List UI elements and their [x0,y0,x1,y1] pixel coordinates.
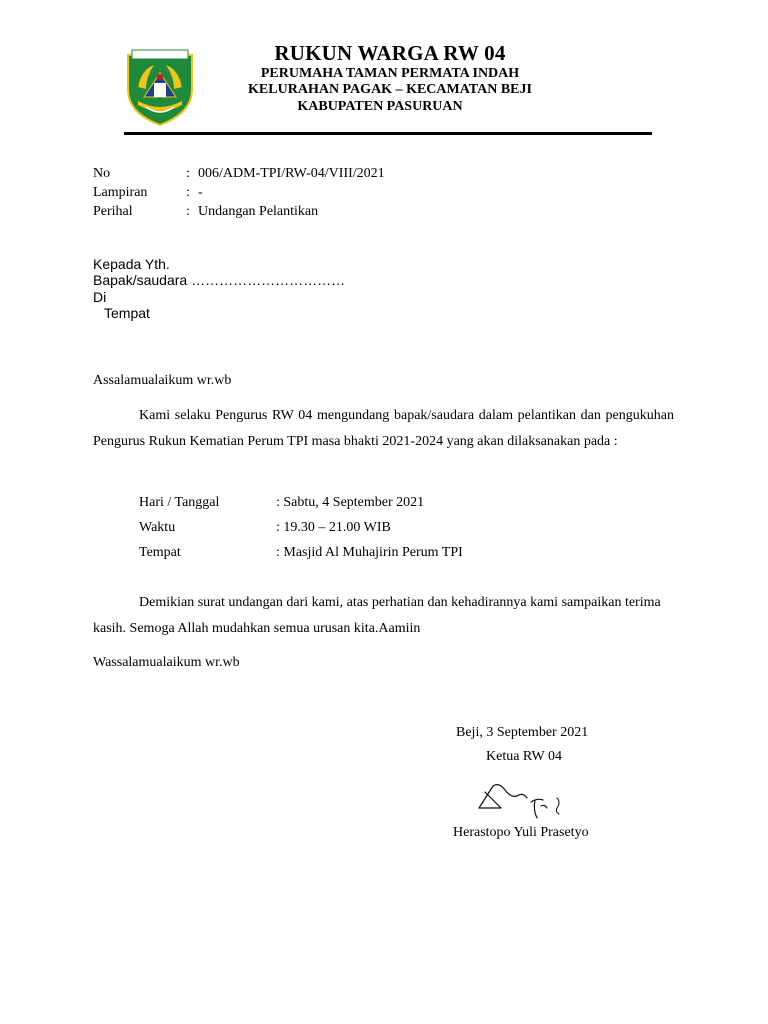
organization-title: RUKUN WARGA RW 04 [274,41,506,65]
closing-paragraph: Demikian surat undangan dari kami, atas perhatian dan kehadirannya kami sampaikan terima kasih. Semoga Allah mudahkan semua urusan kita.Aamiin [93,595,661,636]
meta-value: - [198,185,203,200]
invitation-paragraph: Kami selaku Pengurus RW 04 mengundang bapak/saudara dalam pelantikan dan pengukuhan Pengurus Rukun Kematian Perum TPI masa bhakti 2021-2024 yang akan dilaksanakan pada : [93,408,674,449]
detail-label: Tempat [139,545,181,560]
recipient-salutation: Kepada Yth. [93,256,170,272]
kabupaten-pasuruan-logo-icon [124,47,196,127]
detail-label: Waktu [139,520,176,535]
closing-greeting: Wassalamualaikum wr.wb [93,655,240,670]
detail-value: : Sabtu, 4 September 2021 [276,495,425,510]
meta-value: Undangan Pelantikan [198,204,319,219]
detail-time-row [139,519,391,537]
handwritten-signature-icon [471,778,581,822]
meta-label: Perihal [93,204,133,219]
recipient-di: Di [93,289,107,305]
letterhead-divider [124,132,652,135]
meta-value: 006/ADM-TPI/RW-04/VIII/2021 [198,166,385,181]
meta-label: Lampiran [93,185,148,200]
greeting: Assalamualaikum wr.wb [93,373,232,388]
detail-label: Hari / Tanggal [139,495,220,510]
meta-colon: : [186,166,190,181]
meta-colon: : [186,204,190,219]
kabupaten: KABUPATEN PASURUAN [297,99,463,114]
recipient-name: Bapak/saudara …………………………… [93,272,346,288]
housing-name: PERUMAHA TAMAN PERMATA INDAH [260,66,520,81]
detail-value: : Masjid Al Muhajirin Perum TPI [276,545,463,560]
recipient-place: Tempat [104,305,150,321]
signature-place-date: Beji, 3 September 2021 [456,725,589,740]
meta-colon: : [186,185,190,200]
signature-position: Ketua RW 04 [486,749,562,764]
detail-value: : 19.30 – 21.00 WIB [276,520,391,535]
letterhead [200,40,580,115]
kelurahan-kecamatan: KELURAHAN PAGAK – KECAMATAN BEJI [248,82,532,97]
meta-label: No [93,166,111,181]
detail-place-row [139,544,463,562]
signatory-name: Herastopo Yuli Prasetyo [453,825,589,840]
detail-date-row [139,494,425,512]
